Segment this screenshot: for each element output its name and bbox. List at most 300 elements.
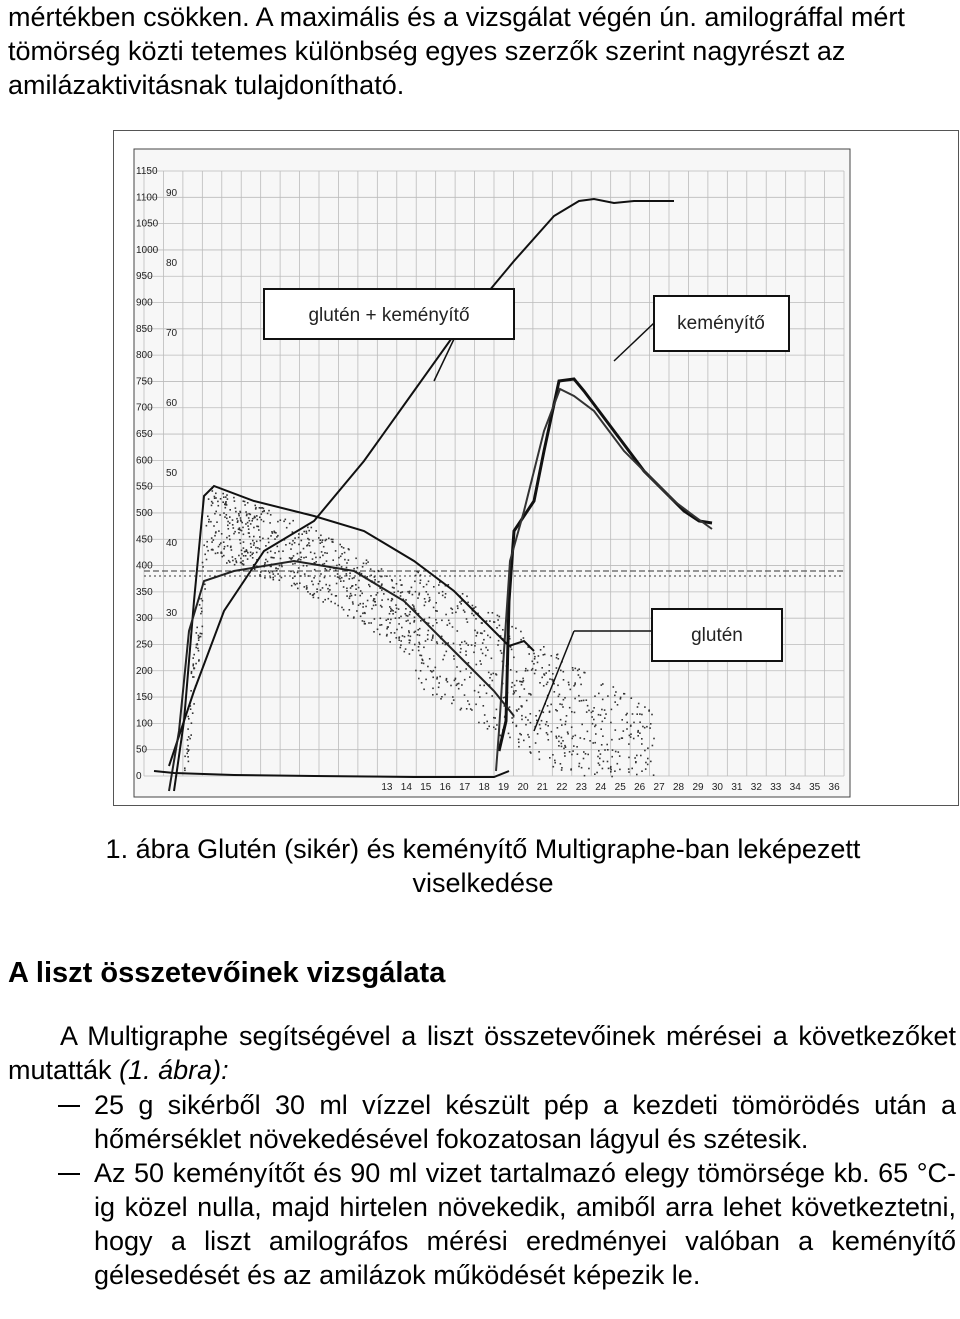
scatter-point	[588, 768, 590, 770]
scatter-point	[611, 776, 613, 778]
scatter-point	[644, 706, 646, 708]
x-tick-label: 18	[478, 782, 490, 793]
scatter-point	[376, 594, 378, 596]
scatter-point	[357, 567, 359, 569]
scatter-point	[467, 602, 469, 604]
scatter-point	[303, 557, 305, 559]
scatter-point	[229, 535, 231, 537]
scatter-point	[233, 497, 235, 499]
scatter-point	[547, 705, 549, 707]
scatter-point	[379, 624, 381, 626]
scatter-point	[278, 551, 280, 553]
scatter-point	[618, 751, 620, 753]
scatter-point	[240, 558, 242, 560]
scatter-point	[539, 759, 541, 761]
scatter-point	[190, 708, 192, 710]
scatter-point	[516, 671, 518, 673]
scatter-point	[196, 632, 198, 634]
scatter-point	[532, 661, 534, 663]
scatter-point	[225, 501, 227, 503]
scatter-point	[572, 736, 574, 738]
scatter-point	[184, 770, 186, 772]
scatter-point	[280, 558, 282, 560]
scatter-point	[487, 728, 489, 730]
scatter-point	[389, 641, 391, 643]
x-tick-label: 34	[789, 782, 801, 793]
scatter-point	[581, 700, 583, 702]
scatter-point	[358, 604, 360, 606]
scatter-point	[479, 696, 481, 698]
scatter-point	[364, 623, 366, 625]
scatter-point	[572, 750, 574, 752]
scatter-point	[320, 539, 322, 541]
scatter-point	[516, 709, 518, 711]
scatter-point	[346, 573, 348, 575]
y-tick-label: 650	[136, 429, 153, 441]
scatter-point	[336, 595, 338, 597]
findings-list	[8, 1088, 956, 1292]
scatter-point	[530, 693, 532, 695]
scatter-point	[567, 731, 569, 733]
figure-reference: (1. ábra):	[119, 1055, 229, 1085]
scatter-point	[306, 585, 308, 587]
scatter-point	[306, 545, 308, 547]
scatter-point	[524, 688, 526, 690]
scatter-point	[289, 543, 291, 545]
scatter-point	[214, 535, 216, 537]
scatter-point	[292, 520, 294, 522]
scatter-point	[444, 655, 446, 657]
scatter-point	[402, 635, 404, 637]
scatter-point	[359, 595, 361, 597]
scatter-point	[198, 660, 200, 662]
scatter-point	[552, 679, 554, 681]
scatter-point	[198, 650, 200, 652]
scatter-point	[206, 525, 208, 527]
scatter-point	[432, 635, 434, 637]
scatter-point	[285, 544, 287, 546]
scatter-point	[190, 734, 192, 736]
scatter-point	[427, 634, 429, 636]
y-tick-label: 500	[136, 507, 153, 519]
scatter-point	[309, 545, 311, 547]
scatter-point	[425, 679, 427, 681]
scatter-point	[552, 754, 554, 756]
y2-tick-label: 90	[166, 188, 178, 199]
scatter-point	[630, 725, 632, 727]
scatter-point	[430, 670, 432, 672]
scatter-point	[602, 735, 604, 737]
scatter-point	[636, 774, 638, 776]
scatter-point	[211, 541, 213, 543]
scatter-point	[225, 504, 227, 506]
scatter-point	[344, 552, 346, 554]
scatter-point	[602, 721, 604, 723]
scatter-point	[464, 611, 466, 613]
scatter-point	[247, 502, 249, 504]
scatter-point	[496, 674, 498, 676]
scatter-point	[217, 501, 219, 503]
scatter-point	[554, 762, 556, 764]
scatter-point	[332, 541, 334, 543]
scatter-point	[571, 738, 573, 740]
scatter-point	[253, 536, 255, 538]
scatter-point	[191, 722, 193, 724]
scatter-point	[471, 613, 473, 615]
scatter-point	[252, 552, 254, 554]
scatter-point	[432, 636, 434, 638]
y-tick-label: 1100	[136, 192, 158, 204]
scatter-point	[452, 696, 454, 698]
scatter-point	[308, 530, 310, 532]
scatter-point	[511, 649, 513, 651]
scatter-point	[580, 737, 582, 739]
scatter-point	[539, 710, 541, 712]
scatter-point	[604, 749, 606, 751]
scatter-point	[570, 769, 572, 771]
scatter-point	[499, 625, 501, 627]
scatter-point	[563, 699, 565, 701]
scatter-point	[361, 593, 363, 595]
scatter-point	[223, 512, 225, 514]
scatter-point	[561, 704, 563, 706]
scatter-point	[298, 544, 300, 546]
scatter-point	[290, 558, 292, 560]
scatter-point	[588, 710, 590, 712]
scatter-point	[528, 693, 530, 695]
scatter-point	[620, 698, 622, 700]
scatter-point	[234, 564, 236, 566]
scatter-point	[201, 611, 203, 613]
scatter-point	[398, 617, 400, 619]
scatter-point	[452, 612, 454, 614]
x-tick-label: 26	[634, 782, 646, 793]
scatter-point	[593, 719, 595, 721]
scatter-point	[311, 527, 313, 529]
scatter-point	[602, 768, 604, 770]
scatter-point	[482, 642, 484, 644]
scatter-point	[240, 543, 242, 545]
scatter-point	[484, 722, 486, 724]
scatter-point	[409, 614, 411, 616]
scatter-point	[204, 584, 206, 586]
scatter-point	[625, 714, 627, 716]
scatter-point	[564, 755, 566, 757]
scatter-point	[404, 651, 406, 653]
scatter-point	[407, 615, 409, 617]
x-tick-label: 32	[750, 782, 762, 793]
scatter-point	[261, 519, 263, 521]
scatter-point	[268, 538, 270, 540]
scatter-point	[286, 527, 288, 529]
scatter-point	[390, 632, 392, 634]
scatter-point	[270, 514, 272, 516]
scatter-point	[373, 605, 375, 607]
scatter-point	[521, 684, 523, 686]
scatter-point	[204, 554, 206, 556]
scatter-point	[435, 610, 437, 612]
scatter-point	[598, 693, 600, 695]
scatter-point	[297, 588, 299, 590]
scatter-point	[325, 540, 327, 542]
scatter-point	[453, 643, 455, 645]
scatter-point	[406, 615, 408, 617]
scatter-point	[615, 751, 617, 753]
scatter-point	[232, 556, 234, 558]
scatter-point	[425, 601, 427, 603]
scatter-point	[206, 541, 208, 543]
list-item	[8, 1156, 956, 1292]
scatter-point	[256, 541, 258, 543]
scatter-point	[192, 665, 194, 667]
scatter-point	[208, 521, 210, 523]
scatter-point	[221, 551, 223, 553]
y-tick-label: 200	[136, 665, 153, 677]
scatter-point	[601, 684, 603, 686]
scatter-point	[294, 537, 296, 539]
scatter-point	[641, 714, 643, 716]
scatter-point	[263, 521, 265, 523]
scatter-point	[289, 523, 291, 525]
scatter-point	[648, 709, 650, 711]
scatter-point	[214, 496, 216, 498]
scatter-point	[365, 606, 367, 608]
scatter-point	[346, 595, 348, 597]
scatter-point	[328, 591, 330, 593]
scatter-point	[389, 613, 391, 615]
scatter-point	[270, 577, 272, 579]
scatter-point	[353, 577, 355, 579]
scatter-point	[527, 719, 529, 721]
scatter-point	[324, 568, 326, 570]
scatter-point	[433, 607, 435, 609]
scatter-point	[380, 605, 382, 607]
scatter-point	[396, 608, 398, 610]
scatter-point	[387, 618, 389, 620]
scatter-point	[381, 624, 383, 626]
scatter-point	[378, 581, 380, 583]
scatter-point	[548, 670, 550, 672]
scatter-point	[581, 767, 583, 769]
scatter-point	[360, 590, 362, 592]
scatter-point	[262, 538, 264, 540]
scatter-point	[374, 576, 376, 578]
scatter-point	[409, 639, 411, 641]
scatter-point	[330, 601, 332, 603]
scatter-point	[277, 546, 279, 548]
scatter-point	[528, 736, 530, 738]
scatter-point	[543, 646, 545, 648]
scatter-point	[318, 597, 320, 599]
scatter-point	[254, 505, 256, 507]
scatter-point	[487, 635, 489, 637]
scatter-point	[187, 716, 189, 718]
scatter-point	[391, 609, 393, 611]
scatter-point	[206, 546, 208, 548]
scatter-point	[428, 581, 430, 583]
scatter-point	[484, 630, 486, 632]
scatter-point	[230, 547, 232, 549]
scatter-point	[243, 534, 245, 536]
scatter-point	[215, 532, 217, 534]
scatter-point	[489, 620, 491, 622]
scatter-point	[475, 642, 477, 644]
scatter-point	[564, 697, 566, 699]
scatter-point	[571, 726, 573, 728]
scatter-point	[614, 695, 616, 697]
scatter-point	[466, 708, 468, 710]
scatter-point	[450, 685, 452, 687]
scatter-point	[636, 755, 638, 757]
scatter-point	[638, 703, 640, 705]
scatter-point	[580, 684, 582, 686]
scatter-point	[604, 709, 606, 711]
scatter-point	[474, 645, 476, 647]
scatter-point	[241, 550, 243, 552]
scatter-point	[481, 622, 483, 624]
scatter-point	[605, 713, 607, 715]
scatter-point	[561, 769, 563, 771]
scatter-point	[555, 736, 557, 738]
scatter-point	[586, 711, 588, 713]
scatter-point	[268, 570, 270, 572]
scatter-point	[535, 715, 537, 717]
scatter-point	[370, 622, 372, 624]
scatter-point	[423, 586, 425, 588]
scatter-point	[358, 587, 360, 589]
scatter-point	[549, 664, 551, 666]
scatter-point	[215, 553, 217, 555]
scatter-point	[409, 611, 411, 613]
scatter-point	[239, 539, 241, 541]
scatter-point	[322, 587, 324, 589]
scatter-point	[591, 716, 593, 718]
scatter-point	[535, 742, 537, 744]
scatter-point	[408, 630, 410, 632]
scatter-point	[429, 597, 431, 599]
scatter-point	[250, 523, 252, 525]
scatter-point	[189, 738, 191, 740]
scatter-point	[262, 511, 264, 513]
scatter-point	[550, 704, 552, 706]
scatter-point	[436, 622, 438, 624]
scatter-point	[562, 706, 564, 708]
scatter-point	[344, 559, 346, 561]
scatter-point	[465, 654, 467, 656]
scatter-point	[341, 607, 343, 609]
scatter-point	[480, 663, 482, 665]
scatter-point	[411, 587, 413, 589]
scatter-point	[306, 587, 308, 589]
scatter-point	[229, 539, 231, 541]
scatter-point	[483, 685, 485, 687]
scatter-point	[412, 594, 414, 596]
scatter-point	[637, 731, 639, 733]
scatter-point	[538, 751, 540, 753]
scatter-point	[423, 663, 425, 665]
scatter-point	[190, 690, 192, 692]
scatter-point	[494, 717, 496, 719]
scatter-point	[619, 738, 621, 740]
scatter-point	[578, 766, 580, 768]
scatter-point	[224, 516, 226, 518]
scatter-point	[360, 603, 362, 605]
scatter-point	[220, 498, 222, 500]
scatter-point	[226, 494, 228, 496]
scatter-point	[306, 532, 308, 534]
scatter-point	[307, 538, 309, 540]
scatter-point	[419, 655, 421, 657]
scatter-point	[565, 746, 567, 748]
scatter-point	[301, 556, 303, 558]
scatter-point	[493, 717, 495, 719]
scatter-point	[417, 629, 419, 631]
scatter-point	[465, 651, 467, 653]
scatter-point	[253, 542, 255, 544]
scatter-point	[381, 589, 383, 591]
scatter-point	[651, 714, 653, 716]
scatter-point	[276, 570, 278, 572]
scatter-point	[373, 600, 375, 602]
scatter-point	[518, 708, 520, 710]
scatter-point	[396, 637, 398, 639]
scatter-point	[460, 671, 462, 673]
scatter-point	[420, 620, 422, 622]
scatter-point	[400, 644, 402, 646]
scatter-point	[491, 695, 493, 697]
scatter-point	[578, 668, 580, 670]
scatter-point	[576, 746, 578, 748]
scatter-point	[647, 747, 649, 749]
scatter-point	[523, 740, 525, 742]
scatter-point	[386, 619, 388, 621]
scatter-point	[187, 756, 189, 758]
scatter-point	[305, 556, 307, 558]
scatter-point	[243, 555, 245, 557]
y2-tick-label: 70	[166, 328, 178, 339]
scatter-point	[191, 673, 193, 675]
scatter-point	[310, 552, 312, 554]
scatter-point	[213, 539, 215, 541]
scatter-point	[360, 616, 362, 618]
scatter-point	[221, 556, 223, 558]
x-tick-label: 24	[595, 782, 607, 793]
scatter-point	[280, 519, 282, 521]
scatter-point	[248, 532, 250, 534]
scatter-point	[331, 594, 333, 596]
scatter-point	[325, 584, 327, 586]
scatter-point	[574, 682, 576, 684]
scatter-point	[391, 580, 393, 582]
scatter-point	[227, 498, 229, 500]
scatter-point	[573, 685, 575, 687]
scatter-point	[303, 565, 305, 567]
scatter-point	[420, 670, 422, 672]
scatter-point	[307, 591, 309, 593]
scatter-point	[436, 678, 438, 680]
scatter-point	[607, 749, 609, 751]
scatter-point	[546, 721, 548, 723]
scatter-point	[602, 683, 604, 685]
scatter-point	[599, 764, 601, 766]
scatter-point	[556, 667, 558, 669]
scatter-point	[600, 714, 602, 716]
scatter-point	[521, 719, 523, 721]
scatter-point	[650, 723, 652, 725]
scatter-point	[630, 733, 632, 735]
scatter-point	[225, 507, 227, 509]
scatter-point	[645, 762, 647, 764]
